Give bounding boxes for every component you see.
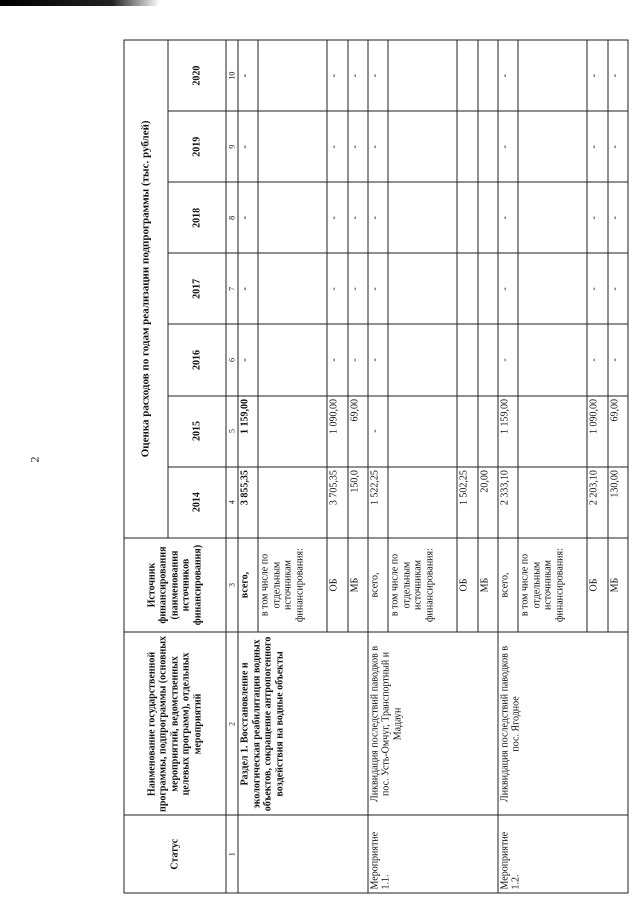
amount-cell — [258, 324, 327, 395]
header-name: Наименование государственной программы, подпрограммы (основных мероприятий, ведомственных целевых программ), отдельных мероприятий — [124, 632, 226, 815]
amount-cell: - — [498, 324, 518, 395]
amount-cell: - — [327, 324, 347, 395]
amount-cell: - — [498, 111, 518, 182]
funding-source: всего, — [238, 538, 258, 633]
amount-cell — [478, 40, 498, 111]
amount-cell: - — [587, 182, 607, 253]
amount-cell: 3 705,35 — [327, 467, 347, 538]
amount-cell — [258, 467, 327, 538]
column-index: 9 — [226, 111, 238, 182]
table-row — [238, 40, 258, 893]
column-index: 6 — [226, 324, 238, 395]
amount-cell: - — [348, 182, 368, 253]
amount-cell — [388, 324, 457, 395]
amount-cell — [258, 111, 327, 182]
amount-cell: - — [368, 111, 388, 182]
amount-cell — [388, 396, 457, 467]
amount-cell: - — [238, 40, 258, 111]
amount-cell — [388, 467, 457, 538]
scan-edge-mark — [0, 0, 160, 6]
row-name: Ликвидация последствий паводков в пос. Ягодное — [498, 632, 628, 815]
amount-cell — [478, 182, 498, 253]
amount-cell: - — [348, 40, 368, 111]
amount-cell: - — [327, 253, 347, 324]
header-year: 2018 — [168, 182, 226, 253]
funding-source: МБ — [478, 538, 498, 633]
amount-cell: 1 159,00 — [238, 396, 258, 467]
funding-source: ОБ — [587, 538, 607, 633]
amount-cell — [258, 253, 327, 324]
funding-source: ОБ — [327, 538, 347, 633]
amount-cell: 2 333,10 — [498, 467, 518, 538]
amount-cell: - — [238, 253, 258, 324]
amount-cell — [457, 111, 477, 182]
amount-cell: 3 855,35 — [238, 467, 258, 538]
amount-cell — [518, 467, 587, 538]
page-number: 2 — [27, 456, 42, 463]
amount-cell: - — [348, 111, 368, 182]
amount-cell: - — [368, 253, 388, 324]
amount-cell: - — [327, 111, 347, 182]
amount-cell — [388, 111, 457, 182]
header-status: Статус — [124, 815, 226, 893]
amount-cell: - — [327, 182, 347, 253]
amount-cell: - — [608, 40, 628, 111]
column-index: 10 — [226, 40, 238, 111]
funding-source: всего, — [498, 538, 518, 633]
amount-cell: - — [608, 182, 628, 253]
amount-cell: - — [608, 253, 628, 324]
amount-cell: 1 090,00 — [587, 396, 607, 467]
row-status: Мероприятие 1.1. — [368, 815, 498, 893]
amount-cell: - — [498, 182, 518, 253]
amount-cell: - — [368, 396, 388, 467]
amount-cell: 150,0 — [348, 467, 368, 538]
amount-cell — [258, 396, 327, 467]
amount-cell — [388, 182, 457, 253]
header-year: 2015 — [168, 396, 226, 467]
amount-cell — [258, 40, 327, 111]
amount-cell: - — [368, 182, 388, 253]
row-status: Мероприятие 1.2. — [498, 815, 628, 893]
amount-cell: 69,00 — [608, 396, 628, 467]
header-year: 2017 — [168, 253, 226, 324]
amount-cell — [258, 182, 327, 253]
table-row — [498, 40, 518, 893]
amount-cell — [518, 324, 587, 395]
funding-source: в том числе по отдельным источникам финансирования: — [258, 538, 327, 633]
row-name: Ликвидация последствий паводков в пос. Усть-Омчуг, Транспортный и Мадаун — [368, 632, 498, 815]
column-index: 4 — [226, 467, 238, 538]
amount-cell — [518, 40, 587, 111]
amount-cell: 20,00 — [478, 467, 498, 538]
amount-cell — [457, 396, 477, 467]
amount-cell: 2 203,10 — [587, 467, 607, 538]
amount-cell: - — [238, 111, 258, 182]
row-status — [238, 815, 368, 893]
amount-cell — [518, 253, 587, 324]
amount-cell: 1 090,00 — [327, 396, 347, 467]
amount-cell: 1 502,25 — [457, 467, 477, 538]
amount-cell: - — [608, 111, 628, 182]
amount-cell — [457, 324, 477, 395]
amount-cell — [518, 396, 587, 467]
header-year: 2019 — [168, 111, 226, 182]
amount-cell — [457, 182, 477, 253]
amount-cell: - — [238, 324, 258, 395]
column-index: 3 — [226, 538, 238, 633]
amount-cell — [388, 253, 457, 324]
header-year: 2016 — [168, 324, 226, 395]
amount-cell: - — [587, 324, 607, 395]
amount-cell: - — [608, 324, 628, 395]
funding-source: МБ — [608, 538, 628, 633]
table-row — [368, 40, 388, 893]
amount-cell — [518, 182, 587, 253]
amount-cell — [478, 324, 498, 395]
amount-cell: - — [348, 253, 368, 324]
amount-cell: - — [587, 253, 607, 324]
header-year: 2020 — [168, 40, 226, 111]
amount-cell — [478, 253, 498, 324]
amount-cell: - — [587, 40, 607, 111]
funding-source: ОБ — [457, 538, 477, 633]
column-index: 1 — [226, 815, 238, 893]
rotated-page — [124, 40, 629, 894]
funding-source: всего, — [368, 538, 388, 633]
header-year: 2014 — [168, 467, 226, 538]
funding-source: МБ — [348, 538, 368, 633]
amount-cell: - — [327, 40, 347, 111]
column-index: 8 — [226, 182, 238, 253]
amount-cell: 1 522,25 — [368, 467, 388, 538]
amount-cell: - — [368, 324, 388, 395]
amount-cell — [478, 111, 498, 182]
amount-cell: - — [368, 40, 388, 111]
budget-table — [124, 40, 629, 894]
header-estimate: Оценка расходов по годам реализации подпрограммы (тыс. рублей) — [124, 40, 168, 538]
amount-cell: - — [498, 40, 518, 111]
amount-cell — [478, 396, 498, 467]
amount-cell — [518, 111, 587, 182]
row-name: Раздел 1. Восстановление и экологическая реабилитация водных объектов, сокращение антропогенного воздействия на водные объекты — [238, 632, 368, 815]
amount-cell: - — [587, 111, 607, 182]
amount-cell: - — [348, 324, 368, 395]
column-index: 7 — [226, 253, 238, 324]
amount-cell — [457, 253, 477, 324]
funding-source: в том числе по отдельным источникам финансирования: — [388, 538, 457, 633]
amount-cell: - — [238, 182, 258, 253]
amount-cell: 1 159,00 — [498, 396, 518, 467]
amount-cell — [388, 40, 457, 111]
amount-cell — [457, 40, 477, 111]
amount-cell: - — [498, 253, 518, 324]
amount-cell: 69,00 — [348, 396, 368, 467]
header-source: Источник финансирования (наименования источников финансирования) — [124, 538, 226, 633]
amount-cell: 130,00 — [608, 467, 628, 538]
funding-source: в том числе по отдельным источникам финансирования: — [518, 538, 587, 633]
column-index: 5 — [226, 396, 238, 467]
column-index: 2 — [226, 632, 238, 815]
